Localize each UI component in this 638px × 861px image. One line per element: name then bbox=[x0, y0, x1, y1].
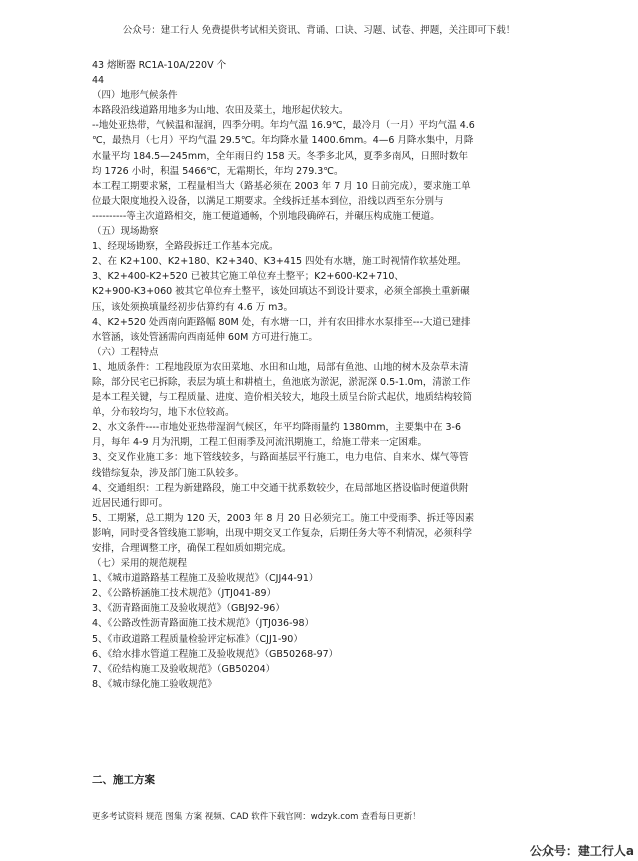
text-line: K2+900-K3+060 被其它单位弃土整平，该处回填达不到设计要求，必须全部换土重新碾 bbox=[92, 286, 470, 298]
text-line: 5、工期紧，总工期为 120 天，2003 年 8 月 20 日必须完工。施工中受雨季、拆迁等因素 bbox=[92, 512, 475, 524]
document-body bbox=[92, 58, 552, 692]
chapter-title: 二、施工方案 bbox=[92, 774, 155, 786]
text-line: 近居民通行即可。 bbox=[92, 497, 169, 509]
text-line: 水管涵，该处管涵需向西南延伸 60M 方可进行施工。 bbox=[92, 331, 318, 343]
text-line: 1、《城市道路路基工程施工及验收规范》（CJJ44-91） bbox=[92, 573, 319, 585]
text-line: 单，分布较均匀，地下水位较高。 bbox=[92, 407, 235, 419]
text-line: （四）地形气候条件 bbox=[92, 90, 178, 102]
text-line: 6、《给水排水管道工程施工及验收规范》（GB50268-97） bbox=[92, 648, 339, 660]
watermark: 公众号：建工行人a bbox=[529, 844, 634, 858]
text-line: 月，每年 4-9 月为汛期，工程工但雨季及河流汛期施工，给施工带来一定困难。 bbox=[92, 437, 428, 449]
text-line: ℃，最热月（七月）平均气温 29.5℃。年均降水量 1400.6mm。4—6 月降水集中，月降 bbox=[92, 135, 474, 147]
text-line: 5、《市政道路工程质量检验评定标准》（CJJ1-90） bbox=[92, 633, 303, 645]
text-line: 3、K2+400-K2+520 已被其它施工单位弃土整平；K2+600-K2+710、 bbox=[92, 271, 404, 283]
text-line: 均 1726 小时，积温 5466℃，无霜期长，年均 279.3℃。 bbox=[92, 165, 344, 177]
text-line: 水量平均 184.5—245mm，全年雨日约 158 天。冬季多北风，夏季多南风，日照时数年 bbox=[92, 150, 469, 162]
text-line: 2、在 K2+100、K2+180、K2+340、K3+415 四处有水塘，施工时视情作软基处理。 bbox=[92, 256, 467, 268]
text-line: 3、《沥青路面施工及验收规范》（GBJ92-96） bbox=[92, 603, 285, 615]
text-line: 43 熔断器 RC1A-10A/220V 个 bbox=[92, 60, 227, 71]
text-line: 本工程工期要求紧，工程量相当大（路基必须在 2003 年 7 月 10 日前完成），要求施工单 bbox=[92, 180, 471, 192]
text-line: 是本工程关键，与工程质量、进度、造价相关较大，地段土质呈台阶式起伏，地质结构较简 bbox=[92, 392, 473, 404]
text-line: 4、《公路改性沥青路面施工技术规范》（JTJ036-98） bbox=[92, 618, 315, 630]
text-line: 2、《公路桥涵施工技术规范》（JTJ041-89） bbox=[92, 588, 277, 600]
text-line: 3、交叉作业施工多：地下管线较多，与路面基层平行施工，电力电信、自来水、煤气等管 bbox=[92, 452, 469, 464]
text-line: 4、K2+520 处西南向距路幅 80M 处，有水塘一口，并有农田排水水泵排至---大道已建排 bbox=[92, 316, 471, 328]
text-line: 本路段沿线道路用地多为山地、农田及菜土，地形起伏较大。 bbox=[92, 105, 349, 117]
text-line: 线错综复杂，涉及部门施工队较多。 bbox=[92, 467, 245, 479]
text-line: 1、地质条件：工程地段原为农田菜地、水田和山地，局部有鱼池、山地的树木及杂草未清 bbox=[92, 361, 469, 373]
text-line: （六）工程特点 bbox=[92, 346, 159, 358]
text-line: 44 bbox=[92, 75, 105, 87]
text-line: ----------等主次道路相交，施工便道通畅，个别地段确碎石，并碾压构成施工便道。 bbox=[92, 210, 440, 222]
text-line: 安排，合理调整工序，确保工程如质如期完成。 bbox=[92, 543, 292, 554]
text-line: 4、交通组织：工程为新建路段，施工中交通干扰系数较少，在局部地区搭设临时便道供附 bbox=[92, 482, 469, 494]
text-line: 位最大限度地投入设备，以满足工期要求。全线拆迁基本到位，沿线以西至东分别与 bbox=[92, 195, 444, 207]
text-line: 影响，同时受各管线施工影响，出现中期交叉工作复杂，后期任务大等不利情况，必须科学 bbox=[92, 527, 473, 539]
text-line: 除，部分民宅已拆除，表层为填土和耕植土，鱼池底为淤泥，淤泥深 0.5-1.0m，清淤工作 bbox=[92, 376, 471, 388]
footer-note: 更多考试资料 规范 图集 方案 视频、CAD 软件下载官网：wdzyk.com 查看每日更新！ bbox=[92, 812, 421, 822]
text-line: （七）采用的规范规程 bbox=[92, 558, 188, 570]
page-header: 公众号：建工行人 免费提供考试相关资讯、背诵、口诀、习题、试卷、押题，关注即可下载！ bbox=[122, 25, 516, 36]
text-line: --地处亚热带，气候温和湿润，四季分明。年均气温 16.9℃，最冷月（一月）平均气温 4.6 bbox=[92, 120, 475, 132]
text-line: （五）现场勘察 bbox=[92, 226, 159, 238]
text-line: 2、水文条件----市地处亚热带湿润气候区，年平均降雨量约 1380mm，主要集中在 3-6 bbox=[92, 422, 461, 434]
text-line: 7、《砼结构施工及验收规范》（GB50204） bbox=[92, 663, 276, 675]
text-line: 8、《城市绿化施工验收规范》 bbox=[92, 678, 217, 690]
text-line: 1、经现场勘察，全路段拆迁工作基本完成。 bbox=[92, 241, 279, 253]
text-line: 压，该处须换填量经初步估算约有 4.6 万 m3。 bbox=[92, 301, 293, 313]
